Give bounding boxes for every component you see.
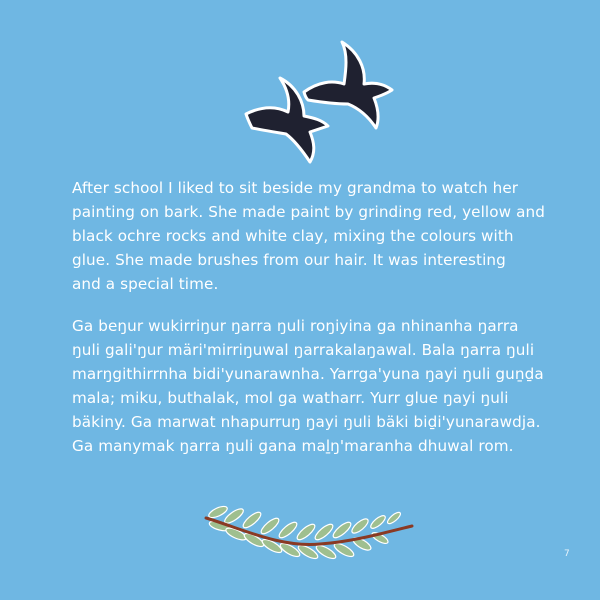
yolngu-paragraph: Ga beŋur wukirriŋur ŋarra ŋuli roŋiyina ga nhinanha ŋarra ŋuli gali'ŋur märi'mirriŋuwal ŋarrakalaŋawal. Bala ŋarra ŋuli marŋgithirrnha bidi'yunarawnha. Yarrga'yuna ŋayi ŋuli guṉḏa mala; miku, buthalak, mol ga watharr. Yurr glue ŋayi ŋuli bäkiny. Ga marwat nhapurruŋ ŋayi ŋuli bäki biḏi'yunarawdja. Ga manymak ŋarra ŋuli gana maḻŋ'maranha dhuwal rom. [72,317,544,455]
flying-birds-illustration [236,36,396,166]
leafy-branch-illustration [200,498,418,570]
bird-icon [304,42,392,128]
page-number: 7 [564,549,570,559]
english-paragraph: After school I liked to sit beside my grandma to watch her painting on bark. She made paint by grinding red, yellow and black ochre rocks and white clay, mixing the colours with glue. She made brushes from our hair. It was interesting and a special time. [72,179,545,293]
leaf-cluster [207,504,402,561]
